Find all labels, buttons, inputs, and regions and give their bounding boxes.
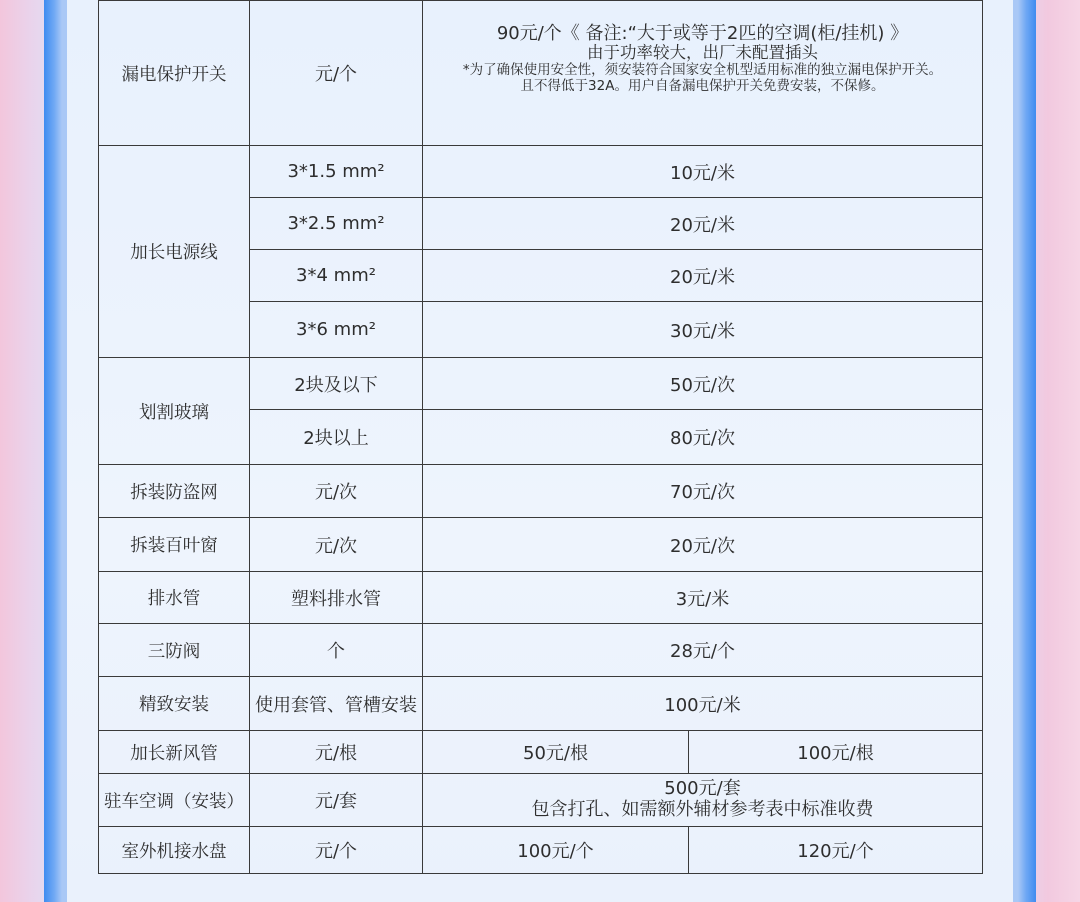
price-cell: 28元/个	[423, 624, 983, 677]
price-cell: 120元/个	[689, 827, 983, 874]
price-cell: 100元/个	[423, 827, 689, 874]
table-row	[99, 146, 983, 198]
item-cell: 加长新风管	[99, 731, 250, 774]
price-cell: 20元/米	[423, 250, 983, 302]
table-row	[99, 677, 983, 731]
table-row	[99, 731, 983, 774]
spec-cell: 元/次	[250, 465, 423, 518]
price-cell: 100元/米	[423, 677, 983, 731]
spec-cell: 元/个	[250, 827, 423, 874]
item-cell: 划割玻璃	[99, 358, 250, 465]
price-table	[98, 0, 983, 874]
spec-cell: 元/次	[250, 518, 423, 572]
spec-cell: 3*6 mm²	[250, 302, 423, 358]
item-cell: 三防阀	[99, 624, 250, 677]
spec-cell: 元/套	[250, 774, 423, 827]
spec-cell: 3*4 mm²	[250, 250, 423, 302]
price-cell: 3元/米	[423, 572, 983, 624]
table-row	[99, 465, 983, 518]
table-row	[99, 358, 983, 410]
spec-cell: 2块及以下	[250, 358, 423, 410]
item-cell: 室外机接水盘	[99, 827, 250, 874]
item-cell: 拆装防盗网	[99, 465, 250, 518]
price-cell: 10元/米	[423, 146, 983, 198]
price-cell: 20元/次	[423, 518, 983, 572]
note-line: *为了确保使用安全性，须安装符合国家安全机型适用标准的独立漏电保护开关。	[462, 62, 943, 79]
price-cell: 80元/次	[423, 410, 983, 465]
price-cell: 70元/次	[423, 465, 983, 518]
spec-cell: 2块以上	[250, 410, 423, 465]
spec-cell: 3*1.5 mm²	[250, 146, 423, 198]
table-row	[99, 827, 983, 874]
item-cell: 加长电源线	[99, 146, 250, 358]
table-row	[99, 1, 983, 146]
table-row	[99, 774, 983, 827]
note-line: 由于功率较大，出厂未配置插头	[587, 43, 818, 63]
item-cell: 拆装百叶窗	[99, 518, 250, 572]
item-cell: 漏电保护开关	[99, 1, 250, 146]
spec-cell: 元/个	[250, 1, 423, 146]
price-cell: 30元/米	[423, 302, 983, 358]
price-cell: 100元/根	[689, 731, 983, 774]
price-cell: 20元/米	[423, 198, 983, 250]
table-row	[99, 624, 983, 677]
table-row	[99, 572, 983, 624]
note-cell	[423, 1, 983, 146]
price-cell	[423, 774, 983, 827]
spec-cell: 3*2.5 mm²	[250, 198, 423, 250]
item-cell: 精致安装	[99, 677, 250, 731]
spec-cell: 个	[250, 624, 423, 677]
price-cell: 50元/根	[423, 731, 689, 774]
spec-cell: 塑料排水管	[250, 572, 423, 624]
spec-cell: 使用套管、管槽安装	[250, 677, 423, 731]
spec-cell: 元/根	[250, 731, 423, 774]
price-line: 500元/套	[664, 778, 741, 800]
note-line: 90元/个《 备注:“大于或等于2匹的空调(柜/挂机) 》	[496, 22, 909, 44]
note-line: 且不得低于32A。用户自备漏电保护开关免费安装，不保修。	[520, 77, 885, 94]
price-line: 包含打孔、如需额外辅材参考表中标准收费	[531, 799, 874, 820]
price-cell: 50元/次	[423, 358, 983, 410]
item-cell: 排水管	[99, 572, 250, 624]
table-row	[99, 518, 983, 572]
item-cell: 驻车空调（安装）	[99, 774, 250, 827]
